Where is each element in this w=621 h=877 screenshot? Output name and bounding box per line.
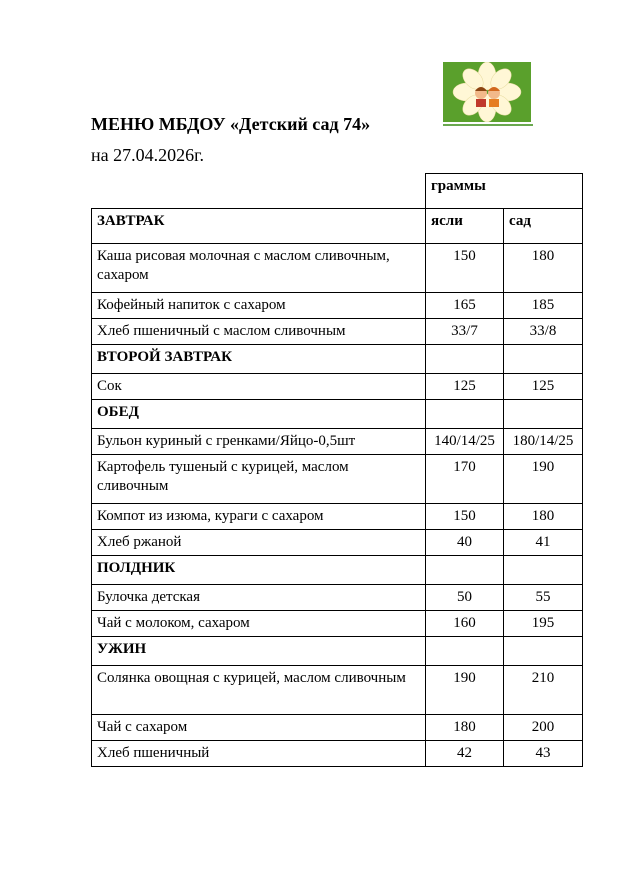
- empty-cell: [426, 400, 504, 429]
- dish-name: Бульон куриный с гренками/Яйцо-0,5шт: [92, 429, 426, 455]
- garden-grams: 195: [504, 611, 583, 637]
- table-row: [92, 455, 583, 504]
- page-title: МЕНЮ МБДОУ «Детский сад 74»: [91, 114, 371, 134]
- dish-name: Чай с сахаром: [92, 715, 426, 741]
- garden-grams: 180/14/25: [504, 429, 583, 455]
- dish-name: Сок: [92, 374, 426, 400]
- section-title: УЖИН: [92, 637, 426, 666]
- dish-name: Булочка детская: [92, 585, 426, 611]
- section-row: [92, 556, 583, 585]
- garden-grams: 210: [504, 666, 583, 715]
- garden-grams: 125: [504, 374, 583, 400]
- nursery-grams: 42: [426, 741, 504, 767]
- garden-grams: 33/8: [504, 319, 583, 345]
- section-title: ВТОРОЙ ЗАВТРАК: [92, 345, 426, 374]
- garden-grams: 185: [504, 293, 583, 319]
- nursery-grams: 140/14/25: [426, 429, 504, 455]
- table-row: [92, 374, 583, 400]
- table-row: [92, 715, 583, 741]
- kindergarten-logo-icon: [443, 62, 531, 122]
- garden-grams: 180: [504, 504, 583, 530]
- table-row: [92, 319, 583, 345]
- section-row: [92, 637, 583, 666]
- dish-name: Хлеб ржаной: [92, 530, 426, 556]
- dish-name: Солянка овощная с курицей, маслом сливочным: [92, 666, 426, 715]
- garden-grams: 41: [504, 530, 583, 556]
- menu-table: [91, 173, 583, 767]
- grams-header-row: [92, 174, 583, 209]
- dish-name: Картофель тушеный с курицей, маслом сливочным: [92, 455, 426, 504]
- section-row: [92, 400, 583, 429]
- empty-cell: [504, 400, 583, 429]
- garden-column-header: сад: [504, 209, 583, 244]
- dish-name: Кофейный напиток с сахаром: [92, 293, 426, 319]
- dish-name: Хлеб пшеничный: [92, 741, 426, 767]
- table-row: [92, 585, 583, 611]
- section-title: ПОЛДНИК: [92, 556, 426, 585]
- nursery-grams: 40: [426, 530, 504, 556]
- section-title: ЗАВТРАК: [92, 209, 426, 244]
- empty-cell: [504, 637, 583, 666]
- empty-cell: [504, 345, 583, 374]
- dish-name: Хлеб пшеничный с маслом сливочным: [92, 319, 426, 345]
- logo-underline: [443, 124, 533, 126]
- section-row: [92, 209, 583, 244]
- empty-cell: [426, 637, 504, 666]
- garden-grams: 55: [504, 585, 583, 611]
- table-row: [92, 429, 583, 455]
- nursery-column-header: ясли: [426, 209, 504, 244]
- garden-grams: 43: [504, 741, 583, 767]
- nursery-grams: 170: [426, 455, 504, 504]
- table-row: [92, 666, 583, 715]
- section-row: [92, 345, 583, 374]
- table-row: [92, 293, 583, 319]
- grams-header: граммы: [426, 174, 583, 209]
- section-title: ОБЕД: [92, 400, 426, 429]
- empty-cell: [426, 556, 504, 585]
- nursery-grams: 33/7: [426, 319, 504, 345]
- header-blank-cell: [92, 174, 426, 209]
- garden-grams: 180: [504, 244, 583, 293]
- empty-cell: [504, 556, 583, 585]
- menu-date: на 27.04.2026г.: [91, 145, 204, 165]
- dish-name: Компот из изюма, кураги с сахаром: [92, 504, 426, 530]
- nursery-grams: 125: [426, 374, 504, 400]
- nursery-grams: 165: [426, 293, 504, 319]
- garden-grams: 200: [504, 715, 583, 741]
- nursery-grams: 50: [426, 585, 504, 611]
- table-row: [92, 741, 583, 767]
- nursery-grams: 150: [426, 504, 504, 530]
- table-row: [92, 244, 583, 293]
- empty-cell: [426, 345, 504, 374]
- nursery-grams: 150: [426, 244, 504, 293]
- garden-grams: 190: [504, 455, 583, 504]
- table-row: [92, 504, 583, 530]
- nursery-grams: 160: [426, 611, 504, 637]
- dish-name: Каша рисовая молочная с маслом сливочным, сахаром: [92, 244, 426, 293]
- dish-name: Чай с молоком, сахаром: [92, 611, 426, 637]
- table-row: [92, 530, 583, 556]
- nursery-grams: 190: [426, 666, 504, 715]
- table-row: [92, 611, 583, 637]
- nursery-grams: 180: [426, 715, 504, 741]
